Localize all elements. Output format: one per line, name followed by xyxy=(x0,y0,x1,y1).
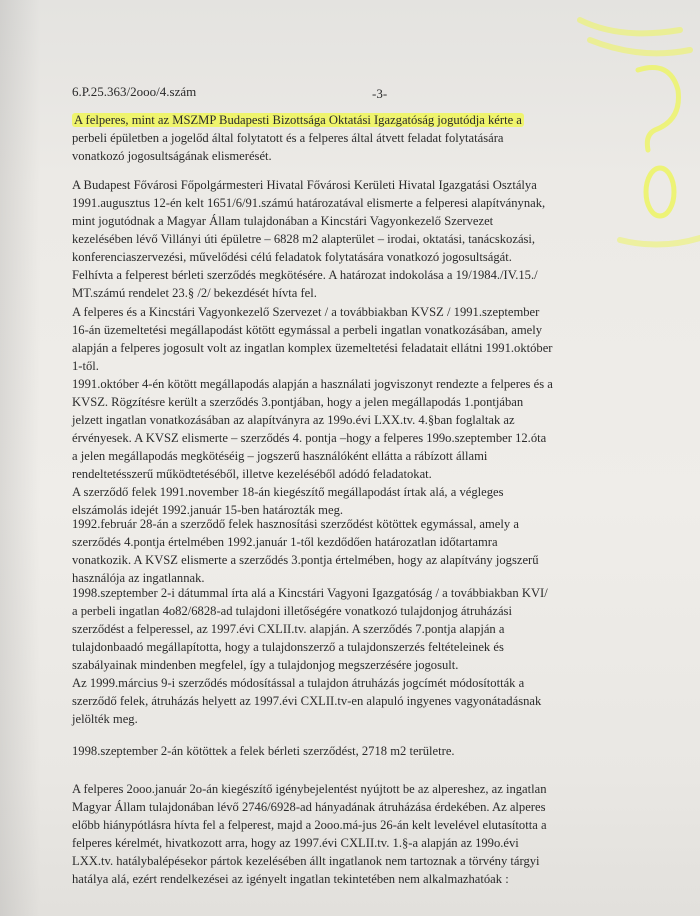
paragraph-line xyxy=(72,111,638,129)
paragraph-line: Az 1999.március 9-i szerződés módosítással a tulajdon átruházás jogcímét módosították a xyxy=(72,676,525,690)
paragraph-line: 1998.szeptember 2-i dátummal írta alá a Kincstári Vagyoni Igazgatóság / a továbbiakban KVI/ xyxy=(72,586,548,600)
paragraph-decision xyxy=(72,176,638,302)
paragraph-utilization-contract xyxy=(72,515,638,587)
paragraph-line: konferenciaszervezési, művelődési célú feladatok folytatására vonatkozó jogosultságát. xyxy=(72,250,512,264)
paragraph-line: szerződő felek, átruházás helyett az 1997.évi CXLII.tv-en alapuló ingyenes vagyonátadásnak xyxy=(72,694,542,708)
paragraph-line: alapján a felperes jogosult volt az ingatlan komplex üzemeltetési feladatait ellátni 1991.október xyxy=(72,341,553,355)
paragraph-line: mint jogutódnak a Magyar Állam tulajdonában a Kincstári Vagyonkezelő Szervezet xyxy=(72,214,494,228)
paragraph-line: Felhívta a felperest bérleti szerződés megkötésére. A határozat indokolása a 19/1984./IV.15./ xyxy=(72,268,538,282)
paragraph-line: felperes kérelmét, hivatkozott arra, hogy az 1997.évi CXLII.tv. 1.§-a alapján az 199o.évi xyxy=(72,836,519,850)
paragraph-line: szabályainak mindenben megfelel, így a tulajdonjog megszerzésére jogosult. xyxy=(72,658,459,672)
paragraph-line: hatálya alá, ezért rendelkezései az igényelt ingatlan tekintetében nem alkalmazhatóak : xyxy=(72,872,509,886)
paragraph-line: 16-án üzemeltetési megállapodást kötött egymással a perbeli ingatlan vonatkozásában, amely xyxy=(72,323,543,337)
paragraph-line: vonatkozik. A KVSZ elismerte a szerződés 3.pontja értelmében, hogy az alapítvány jogszerű xyxy=(72,553,539,567)
paragraph-line: A szerződő felek 1991.november 18-án kiegészítő megállapodást írtak alá, a végleges xyxy=(72,485,504,499)
paragraph-line: szerződés 4.pontja értelmében 1992.január 1-től kezdődően határozatlan időtartamra xyxy=(72,535,498,549)
paragraph-line: A Budapest Fővárosi Főpolgármesteri Hivatal Fővárosi Kerületi Hivatal Igazgatási Osztálya xyxy=(72,178,537,192)
paragraph-line: vonatkozó jogosultságának elismerését. xyxy=(72,149,272,163)
paragraph-line: 1998.szeptember 2-án kötöttek a felek bérleti szerződést, 2718 m2 területre. xyxy=(72,744,455,758)
paragraph-line: a perbeli ingatlan 4o82/6828-ad tulajdoni illetőségére vonatkozó tulajdonjog átruházási xyxy=(72,604,512,618)
paragraph-line: előbb hiánypótlásra hívta fel a felperest, majd a 2ooo.má-jus 26-án kelt levelével elutasította a xyxy=(72,818,547,832)
document-id: 6.P.25.363/2ooo/4.szám xyxy=(72,84,197,99)
paragraph-line: használója az ingatlannak. xyxy=(72,571,205,585)
paragraph-operation-agreement xyxy=(72,303,638,519)
paragraph-line: Magyar Állam tulajdonában lévő 2746/6928-ad hányadának átruházása érdekében. Az alperes xyxy=(72,800,546,814)
paragraph-line: MT.számú rendelet 23.§ /2/ bekezdését hívta fel. xyxy=(72,286,317,300)
paragraph-line: perbeli épületben a jogelőd által folytatott és a felperes által átvett feladat folytatására xyxy=(72,131,504,145)
paragraph-line: tulajdonbaadó megállapította, hogy a tulajdonszerző a tulajdonszerzés feltételeinek és xyxy=(72,640,504,654)
paragraph-line: jelölték meg. xyxy=(72,712,138,726)
paragraph-line: elszámolás idejét 1992.január 15-ben határozták meg. xyxy=(72,503,344,517)
paragraph-line: A felperes és a Kincstári Vagyonkezelő Szervezet / a továbbiakban KVSZ / 1991.szeptember xyxy=(72,305,540,319)
paragraph-line: 1991.október 4-én kötött megállapodás alapján a használati jogviszonyt rendezte a felperes és a xyxy=(72,377,553,391)
highlighted-text: A felperes, mint az MSZMP Budapesti Bizottsága Oktatási Igazgatóság jogutódja kérte a xyxy=(74,113,522,127)
paragraph-line: A felperes 2ooo.január 2o-án kiegészítő igénybejelentést nyújtott be az alpereshez, az ingatlan xyxy=(72,782,547,796)
paragraph-line: kezelésében lévő Villányi úti épületre – 6828 m2 alapterület – irodai, oktatási, tanácskozási, xyxy=(72,232,536,246)
paragraph-lease-contract xyxy=(72,742,638,760)
paragraph-line: rendeltetésszerű működtetéséből, illetve kezeléséből adódó feladatokat. xyxy=(72,467,432,481)
paragraph-line: jelzett ingatlan vonatkozásában az alapítványra az 199o.évi LXX.tv. 4.§ban foglaltak az xyxy=(72,413,515,427)
paragraph-line: 1-től. xyxy=(72,359,99,373)
paragraph-line: KVSZ. Rögzítésre került a szerződés 3.pontjában, hogy a jelen megállapodás 1.pontjában xyxy=(72,395,524,409)
page-shadow xyxy=(0,0,40,916)
paragraph-line: 1992.február 28-án a szerződő felek hasznosítási szerződést kötöttek egymással, amely a xyxy=(72,517,519,531)
paragraph-supplementary-claim xyxy=(72,780,638,888)
paragraph-claim xyxy=(72,111,638,165)
page-header xyxy=(72,84,672,102)
paragraph-line: 1991.augusztus 12-én kelt 1651/6/91.számú határozatával elismerte a felperesi alapítványnak, xyxy=(72,196,546,210)
paragraph-ownership-transfer xyxy=(72,584,638,728)
paragraph-line: érvényesek. A KVSZ elismerte – szerződés 4. pontja –hogy a felperes 199o.szeptember 12.óta xyxy=(72,431,547,445)
paragraph-line: LXX.tv. hatálybalépésekor pártok kezelésében állt ingatlanok nem tartoznak a törvény tárgyi xyxy=(72,854,540,868)
paragraph-line: szerződést a felperessel, az 1997.évi CXLII.tv. alapján. A szerződés 7.pontja alapján a xyxy=(72,622,505,636)
page-number: -3- xyxy=(372,86,388,101)
paragraph-line: a jelen megállapodás megkötéséig – jogszerű használóként ellátta a rábízott állami xyxy=(72,449,488,463)
